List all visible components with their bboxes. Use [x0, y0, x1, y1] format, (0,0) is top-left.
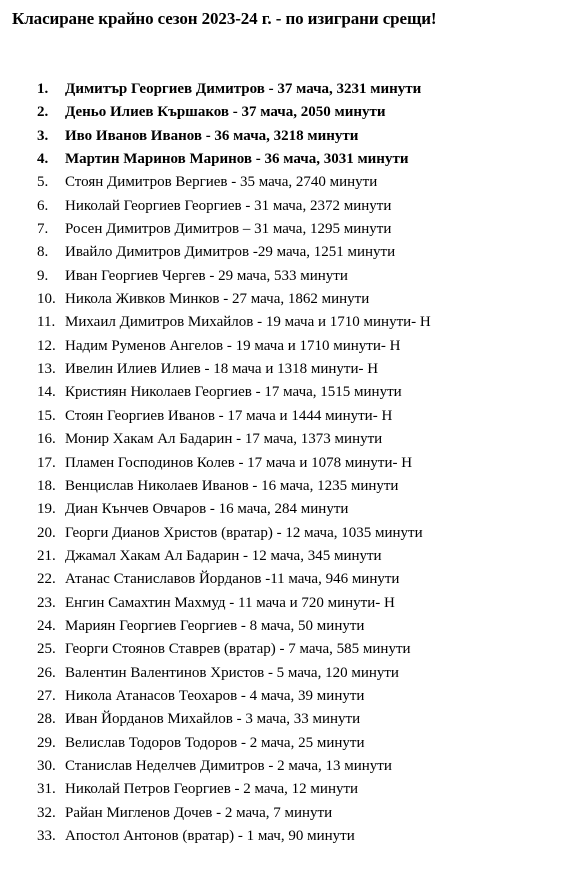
rank-number: 29. [37, 734, 56, 751]
player-entry: Михаил Димитров Михайлов - 19 мача и 1710 минути- Н [65, 314, 431, 331]
player-entry: Валентин Валентинов Христов - 5 мача, 120 минути [65, 664, 399, 681]
player-entry: Апостол Антонов (вратар) - 1 мач, 90 минути [65, 828, 355, 844]
player-entry: Монир Хакам Ал Бадарин - 17 мача, 1373 минути [65, 431, 383, 448]
player-entry: Стоян Димитров Вергиев - 35 мача, 2740 минути [65, 174, 378, 191]
list-item [37, 498, 557, 521]
list-item [37, 288, 557, 311]
player-entry: Диан Кънчев Овчаров - 16 мача, 284 минути [65, 501, 349, 518]
rank-number: 28. [37, 711, 56, 728]
player-entry: Джамал Хакам Ал Бадарин - 12 мача, 345 минути [65, 547, 382, 564]
list-item [37, 615, 557, 638]
player-entry: Николай Георгиев Георгиев - 31 мача, 2372 минути [65, 197, 392, 214]
rank-number: 21. [37, 547, 56, 564]
list-item [37, 825, 557, 848]
list-item [37, 802, 557, 825]
player-entry: Атанас Станиславов Йорданов -11 мача, 946 минути [65, 571, 400, 588]
rank-number: 27. [37, 687, 56, 704]
player-entry: Росен Димитров Димитров – 31 мача, 1295 минути [65, 221, 392, 238]
player-entry: Венцислав Николаев Иванов - 16 мача, 1235 минути [65, 477, 399, 494]
list-item [37, 241, 557, 264]
rank-number: 3. [37, 127, 49, 144]
player-entry: Иван Йорданов Михайлов - 3 мача, 33 минути [65, 711, 361, 728]
rank-number: 6. [37, 197, 49, 214]
player-entry: Никола Атанасов Теохаров - 4 мача, 39 минути [65, 687, 365, 704]
player-entry: Стоян Георгиев Иванов - 17 мача и 1444 минути- Н [65, 407, 393, 424]
player-entry: Станислав Неделчев Димитров - 2 мача, 13 минути [65, 757, 392, 774]
player-entry: Никола Живков Минков - 27 мача, 1862 минути [65, 291, 370, 308]
rank-number: 32. [37, 804, 56, 821]
list-item [37, 381, 557, 404]
list-item [37, 755, 557, 778]
list-item [37, 545, 557, 568]
list-item [37, 405, 557, 428]
rank-number: 26. [37, 664, 56, 681]
player-entry: Георги Стоянов Ставрев (вратар) - 7 мача, 585 минути [65, 641, 411, 658]
rank-number: 19. [37, 501, 56, 518]
list-item [37, 101, 557, 124]
rank-number: 10. [37, 291, 56, 308]
list-item [37, 358, 557, 381]
rank-number: 23. [37, 594, 56, 611]
rank-number: 13. [37, 361, 56, 378]
ranking-list [37, 78, 557, 848]
page-title: Класиране крайно сезон 2023-24 г. - по изиграни срещи! [12, 9, 437, 28]
rank-number: 18. [37, 477, 56, 494]
list-item [37, 592, 557, 615]
player-entry: Пламен Господинов Колев - 17 мача и 1078 минути- Н [65, 454, 413, 471]
player-entry: Ивелин Илиев Илиев - 18 мача и 1318 минути- Н [65, 361, 379, 378]
player-entry: Деньо Илиев Кършаков - 37 мача, 2050 минути [65, 104, 386, 121]
player-entry: Мариян Георгиев Георгиев - 8 мача, 50 минути [65, 617, 365, 634]
list-item [37, 732, 557, 755]
rank-number: 9. [37, 267, 49, 284]
list-item [37, 638, 557, 661]
list-item [37, 265, 557, 288]
player-entry: Иво Иванов Иванов - 36 мача, 3218 минути [65, 127, 359, 144]
rank-number: 5. [37, 174, 49, 191]
player-entry: Димитър Георгиев Димитров - 37 мача, 3231 минути [65, 81, 422, 97]
player-entry: Кристиян Николаев Георгиев - 17 мача, 1515 минути [65, 384, 402, 401]
rank-number: 8. [37, 244, 49, 261]
list-item [37, 522, 557, 545]
list-item [37, 475, 557, 498]
list-item [37, 708, 557, 731]
rank-number: 2. [37, 104, 49, 121]
list-item [37, 568, 557, 591]
list-item [37, 171, 557, 194]
rank-number: 24. [37, 617, 56, 634]
rank-number: 14. [37, 384, 56, 401]
player-entry: Иван Георгиев Чергев - 29 мача, 533 минути [65, 267, 348, 284]
player-entry: Енгин Самахтин Махмуд - 11 мача и 720 минути- Н [65, 594, 395, 611]
list-item [37, 195, 557, 218]
player-entry: Николай Петров Георгиев - 2 мача, 12 минути [65, 781, 359, 798]
player-entry: Райан Мигленов Дочев - 2 мача, 7 минути [65, 804, 333, 821]
rank-number: 12. [37, 337, 56, 354]
rank-number: 17. [37, 454, 56, 471]
list-item [37, 311, 557, 334]
player-entry: Велислав Тодоров Тодоров - 2 мача, 25 минути [65, 734, 365, 751]
player-entry: Георги Дианов Христов (вратар) - 12 мача, 1035 минути [65, 524, 423, 541]
rank-number: 4. [37, 151, 49, 168]
rank-number: 25. [37, 641, 56, 658]
list-item [37, 125, 557, 148]
rank-number: 11. [37, 314, 56, 331]
rank-number: 15. [37, 407, 56, 424]
rank-number: 20. [37, 524, 56, 541]
player-entry: Ивайло Димитров Димитров -29 мача, 1251 минути [65, 244, 396, 261]
list-item [37, 148, 557, 171]
rank-number: 22. [37, 571, 56, 588]
rank-number: 1. [37, 81, 49, 97]
list-item [37, 335, 557, 358]
list-item [37, 685, 557, 708]
list-item [37, 778, 557, 801]
player-entry: Мартин Маринов Маринов - 36 мача, 3031 минути [65, 151, 409, 168]
rank-number: 16. [37, 431, 56, 448]
list-item [37, 78, 557, 101]
rank-number: 7. [37, 221, 49, 238]
player-entry: Надим Руменов Ангелов - 19 мача и 1710 минути- Н [65, 337, 401, 354]
list-item [37, 452, 557, 475]
list-item [37, 662, 557, 685]
rank-number: 33. [37, 828, 56, 844]
list-item [37, 218, 557, 241]
rank-number: 31. [37, 781, 56, 798]
list-item [37, 428, 557, 451]
rank-number: 30. [37, 757, 56, 774]
